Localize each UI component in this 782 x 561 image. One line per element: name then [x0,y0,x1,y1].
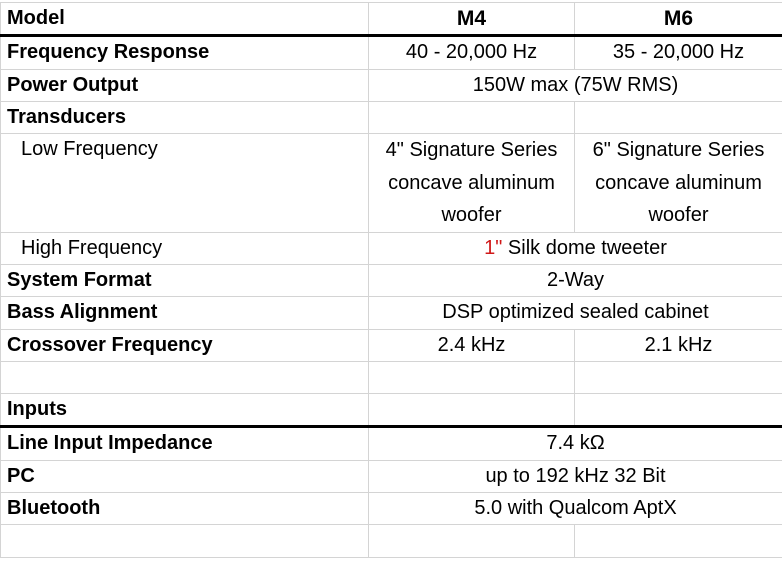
table-row-empty [1,361,782,393]
row-label: Low Frequency [1,134,369,233]
cell-shared: up to 192 kHz 32 Bit [369,460,782,492]
table-row [1,460,782,492]
spec-table [0,2,782,558]
cell-shared [369,232,782,264]
table-row-empty [1,525,782,557]
table-row [1,134,782,233]
cell-m4: 2.4 kHz [369,329,575,361]
row-label: High Frequency [1,232,369,264]
cell-shared: 2-Way [369,264,782,296]
cell-m6: 6" Signature Series concave aluminum woofer [575,134,782,233]
cell-m6: 35 - 20,000 Hz [575,36,782,69]
cell-shared: 7.4 kΩ [369,427,782,460]
cell-shared: 5.0 with Qualcom AptX [369,493,782,525]
cell-m4: 40 - 20,000 Hz [369,36,575,69]
row-label: PC [1,460,369,492]
table-row [1,427,782,460]
cell-empty [369,101,575,133]
table-header-row [1,3,782,36]
cell-shared: 150W max (75W RMS) [369,69,782,101]
cell-m6: 2.1 kHz [575,329,782,361]
section-label: Transducers [1,101,369,133]
cell-m4: 4" Signature Series concave aluminum woofer [369,134,575,233]
table-row [1,101,782,133]
row-label: Crossover Frequency [1,329,369,361]
row-label: Bass Alignment [1,297,369,329]
cell-empty [575,361,782,393]
cell-empty [575,101,782,133]
cell-empty [369,361,575,393]
table-row [1,69,782,101]
cell-shared: DSP optimized sealed cabinet [369,297,782,329]
cell-empty [369,525,575,557]
row-label: Bluetooth [1,493,369,525]
row-label: Power Output [1,69,369,101]
row-label: Frequency Response [1,36,369,69]
header-m4: M4 [369,3,575,36]
accent-text: 1" [484,236,503,259]
table-row [1,493,782,525]
cell-empty [1,361,369,393]
cell-empty [1,525,369,557]
cell-empty [575,525,782,557]
table-row [1,36,782,69]
table-row [1,232,782,264]
table-row [1,394,782,427]
header-model-label: Model [1,3,369,36]
cell-empty [575,394,782,427]
table-row [1,297,782,329]
table-row [1,264,782,296]
table-row [1,329,782,361]
cell-text: Silk dome tweeter [502,236,667,259]
section-label: Inputs [1,394,369,427]
header-m6: M6 [575,3,782,36]
row-label: System Format [1,264,369,296]
row-label: Line Input Impedance [1,427,369,460]
cell-empty [369,394,575,427]
